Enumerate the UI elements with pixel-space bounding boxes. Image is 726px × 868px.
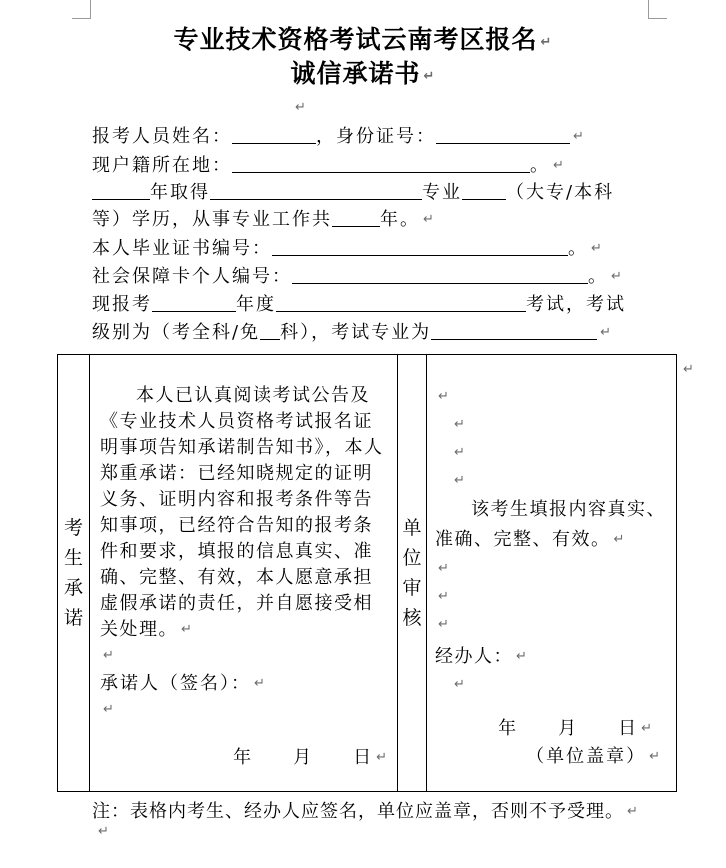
paragraph-mark-icon: ↵ [103, 648, 116, 663]
handler-line[interactable]: 经办人： ↵ [435, 646, 529, 667]
empty-paragraph [435, 671, 666, 699]
form-line-certificate [92, 236, 604, 260]
paragraph-mark-icon: ↵ [376, 750, 389, 765]
apply-exam-text: 考试，考试 [526, 294, 626, 315]
form-line-apply [92, 292, 626, 316]
paragraph-mark-icon: ↵ [98, 824, 109, 839]
exempt-subject-field[interactable] [260, 320, 280, 340]
paragraph-mark-icon: ↵ [438, 561, 451, 576]
exam-name-field[interactable] [276, 292, 526, 312]
promise-date[interactable]: 年 月 日 ↵ [233, 747, 389, 768]
empty-paragraph [435, 467, 666, 495]
level-subject-text: 科），考试专业为 [280, 322, 432, 343]
candidate-promise-label [58, 355, 90, 792]
paragraph-mark-icon: ↵ [683, 362, 694, 377]
unit-review-cell [427, 355, 677, 792]
social-security-field[interactable] [292, 264, 588, 284]
school-field[interactable] [210, 180, 422, 200]
label-char: 承 [63, 577, 83, 599]
unit-review-label [398, 355, 427, 792]
candidate-promise-cell [90, 355, 398, 792]
form-line-degree [92, 180, 614, 204]
major-field[interactable] [462, 180, 506, 200]
residence-label: 现户籍所在地： [92, 155, 232, 176]
apply-year-field[interactable] [152, 292, 236, 312]
years-text: 年。 [380, 209, 420, 230]
commitment-table [57, 354, 677, 792]
review-date[interactable]: 年 月 日 ↵ [498, 718, 654, 739]
period-text: 。 [588, 266, 608, 287]
review-text: 该考生填报内容真实、准确、完整、有效。 ↵ [435, 499, 666, 550]
empty-paragraph [100, 643, 389, 669]
social-security-label: 社会保障卡个人编号： [92, 266, 292, 287]
form-line-residence [92, 153, 566, 177]
paragraph-mark-icon: ↵ [649, 749, 662, 764]
paragraph-mark-icon: ↵ [454, 473, 467, 488]
apply-year-text: 年度 [236, 294, 276, 315]
form-line-work-years [92, 207, 436, 231]
paragraph-mark-icon: ↵ [103, 702, 116, 717]
paragraph-mark-icon: ↵ [540, 35, 553, 50]
promise-text: 本人已认真阅读考试公告及《专业技术人员资格考试报名证明事项告知承诺制告知书》，本人郑重承诺：已经知晓规定的证明义务、证明内容和报考条件等告知事项，已经符合告知的报考条件和要求，填报的信息真实、准确、完整、有效，本人愿意承担虚假承诺的责任，并自愿接受相关处理。 ↵ [100, 385, 384, 640]
major-text: 专业 [422, 182, 462, 203]
exam-major-field[interactable] [431, 320, 597, 340]
paragraph-mark-icon: ↵ [438, 617, 451, 632]
paragraph-mark-icon: ↵ [591, 241, 604, 256]
paragraph-mark-icon: ↵ [600, 325, 613, 340]
label-char: 诺 [63, 607, 83, 629]
paragraph-mark-icon: ↵ [423, 212, 436, 227]
label-char: 审 [402, 577, 422, 599]
paragraph-mark-icon: ↵ [254, 676, 267, 691]
empty-paragraph [292, 98, 306, 117]
label-char: 位 [402, 547, 422, 569]
paragraph-mark-icon: ↵ [181, 622, 194, 637]
year-got-text: 年取得 [150, 182, 210, 203]
footer-note: 注：表格内考生、经办人应签名，单位应盖章，否则不予受理。 ↵ [92, 801, 639, 822]
name-label: 报考人员姓名： [92, 126, 232, 147]
paragraph-mark-icon: ↵ [454, 445, 467, 460]
work-years-field[interactable] [332, 207, 380, 227]
paragraph-mark-icon: ↵ [641, 721, 654, 736]
label-char: 生 [63, 547, 83, 569]
certificate-field[interactable] [272, 236, 568, 256]
paragraph-mark-icon: ↵ [295, 100, 306, 115]
paragraph-mark-icon: ↵ [438, 589, 451, 604]
paragraph-mark-icon: ↵ [613, 532, 626, 547]
signer-line[interactable]: 承诺人（签名）： ↵ [100, 673, 267, 694]
id-label: ，身份证号： [316, 126, 436, 147]
document-title: 专业技术资格考试云南考区报名 ↵ [173, 25, 553, 54]
empty-paragraph [435, 439, 666, 467]
empty-paragraph [95, 822, 109, 841]
label-char: 考 [63, 517, 83, 539]
form-line-level [92, 320, 613, 344]
degree-year-field[interactable] [92, 180, 150, 200]
empty-paragraph [435, 383, 666, 411]
paragraph-mark-icon: ↵ [573, 129, 586, 144]
page-corner-mark-left [72, 0, 91, 19]
form-line-name [92, 124, 586, 148]
certificate-label: 本人毕业证书编号： [92, 238, 272, 259]
label-char: 单 [402, 517, 422, 539]
work-years-text: 等）学历，从事专业工作共 [92, 209, 332, 230]
paragraph-mark-icon: ↵ [454, 677, 467, 692]
apply-prefix-text: 现报考 [92, 294, 152, 315]
paragraph-mark-icon: ↵ [611, 269, 624, 284]
empty-paragraph [435, 411, 666, 439]
page-corner-mark-right [648, 0, 667, 19]
degree-type-text: （大专/本科 [506, 182, 615, 203]
form-line-social-security [92, 264, 624, 288]
paragraph-mark-icon: ↵ [454, 417, 467, 432]
empty-paragraph [435, 555, 666, 583]
name-field[interactable] [232, 124, 316, 144]
period-text: 。 [568, 238, 588, 259]
paragraph-mark-icon: ↵ [553, 158, 566, 173]
paragraph-mark-icon: ↵ [516, 649, 529, 664]
empty-paragraph [100, 697, 389, 723]
residence-field[interactable] [232, 153, 530, 173]
label-char: 核 [402, 607, 422, 629]
period-text: 。 [530, 155, 550, 176]
document-subtitle: 诚信承诺书 ↵ [290, 59, 436, 88]
paragraph-mark-icon: ↵ [627, 804, 639, 819]
paragraph-mark-icon: ↵ [438, 389, 451, 404]
level-text: 级别为（考全科/免 [92, 322, 261, 343]
id-number-field[interactable] [436, 124, 570, 144]
row-end-mark [680, 360, 694, 379]
unit-stamp[interactable]: （单位盖章） ↵ [526, 746, 662, 767]
paragraph-mark-icon: ↵ [423, 69, 436, 84]
empty-paragraph [435, 583, 666, 611]
empty-paragraph [435, 611, 666, 639]
